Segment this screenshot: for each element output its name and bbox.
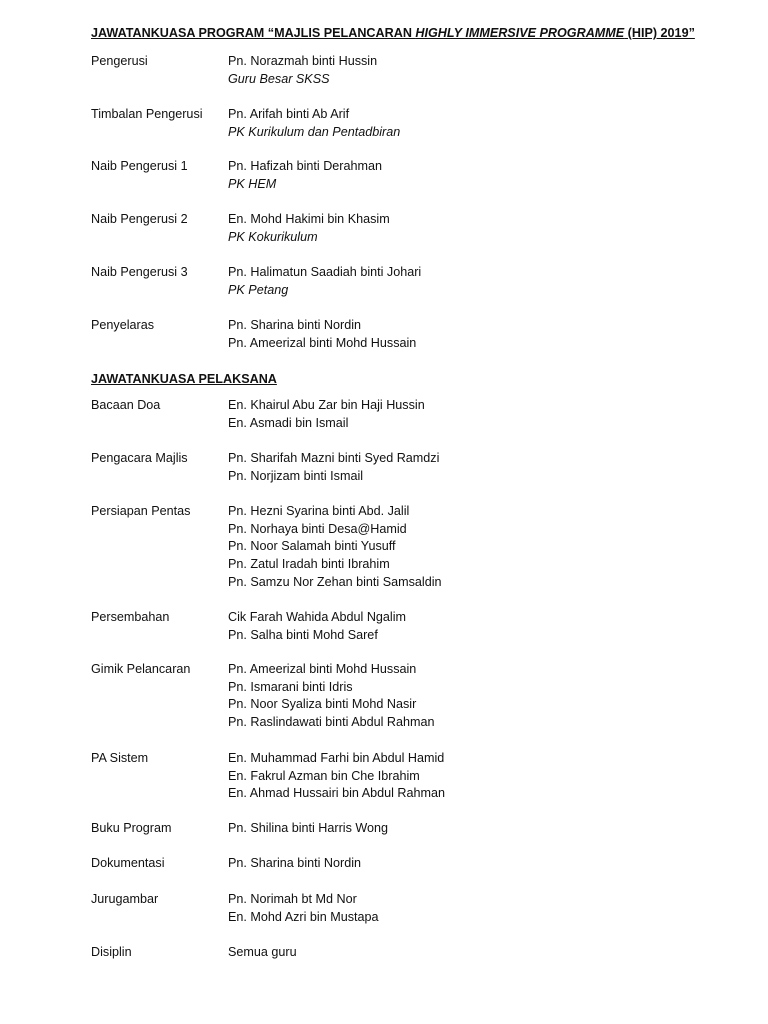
role-label: Naib Pengerusi 2: [91, 212, 188, 226]
member-list: [228, 661, 435, 732]
member-name: Pn. Arifah binti Ab Arif: [228, 107, 350, 121]
role-label: Disiplin: [91, 945, 132, 959]
title-prefix: JAWATANKUASA PROGRAM “MAJLIS PELANCARAN: [91, 26, 416, 40]
member-name: Pn. Zatul Iradah binti Ibrahim: [228, 557, 390, 572]
member-list: [228, 891, 379, 926]
member-name: Pn. Samzu Nor Zehan binti Samsaldin: [228, 574, 442, 589]
role-label: Persembahan: [91, 610, 170, 624]
member-name: Pn. Shilina binti Harris Wong: [228, 821, 389, 835]
committee-row-naib-pengerusi-2: [91, 211, 390, 246]
committee-row-timbalan-pengerusi: [91, 106, 400, 141]
role-label: Timbalan Pengerusi: [91, 107, 203, 121]
member-position: PK Kurikulum dan Pentadbiran: [228, 124, 401, 139]
member-name: Cik Farah Wahida Abdul Ngalim: [228, 610, 407, 624]
role-label: PA Sistem: [91, 751, 149, 765]
member-name: Pn. Ameerizal binti Mohd Hussain: [228, 662, 417, 676]
title-suffix: (HIP) 2019”: [624, 26, 695, 40]
member-list: [228, 855, 361, 873]
member-list: [228, 264, 421, 299]
role-label: Pengacara Majlis: [91, 451, 188, 465]
role-label: Bacaan Doa: [91, 398, 161, 412]
committee-row-naib-pengerusi-1: [91, 158, 382, 193]
committee-row-persembahan: [91, 609, 406, 644]
member-name: Pn. Norazmah binti Hussin: [228, 54, 378, 68]
member-name: Pn. Noor Syaliza binti Mohd Nasir: [228, 697, 417, 712]
committee-row-pengacara-majlis: [91, 450, 439, 485]
role-label: Buku Program: [91, 821, 172, 835]
committee-row-naib-pengerusi-3: [91, 264, 421, 299]
member-name: En. Muhammad Farhi bin Abdul Hamid: [228, 751, 445, 765]
section-heading: JAWATANKUASA PELAKSANA: [91, 372, 277, 386]
committee-row-penyelaras: [91, 317, 416, 352]
committee-row-persiapan-pentas: [91, 503, 442, 591]
member-name: Pn. Halimatun Saadiah binti Johari: [228, 265, 422, 279]
member-name: En. Mohd Azri bin Mustapa: [228, 909, 379, 924]
title-italic: HIGHLY IMMERSIVE PROGRAMME: [415, 26, 625, 40]
member-name: Pn. Noor Salamah binti Yusuff: [228, 539, 396, 554]
document-title: [91, 26, 695, 40]
member-list: [228, 53, 377, 88]
member-position: PK HEM: [228, 176, 277, 191]
committee-row-pa-sistem: [91, 750, 445, 803]
role-label: Dokumentasi: [91, 856, 165, 870]
member-name: Pn. Norimah bt Md Nor: [228, 892, 357, 906]
member-position: PK Petang: [228, 282, 289, 297]
role-label: Gimik Pelancaran: [91, 662, 191, 676]
member-name: Semua guru: [228, 945, 297, 959]
role-label: Naib Pengerusi 1: [91, 159, 188, 173]
role-label: Pengerusi: [91, 54, 148, 68]
committee-row-pengerusi: [91, 53, 377, 88]
committee-row-gimik-pelancaran: [91, 661, 435, 732]
member-position: Guru Besar SKSS: [228, 71, 330, 86]
committee-row-dokumentasi: [91, 855, 361, 873]
member-name: Pn. Sharifah Mazni binti Syed Ramdzi: [228, 451, 440, 465]
member-name: En. Khairul Abu Zar bin Haji Hussin: [228, 398, 425, 412]
member-name: En. Ahmad Hussairi bin Abdul Rahman: [228, 786, 446, 801]
member-name: Pn. Salha binti Mohd Saref: [228, 627, 378, 642]
member-list: [228, 211, 390, 246]
role-label: Persiapan Pentas: [91, 504, 191, 518]
member-name: Pn. Sharina binti Nordin: [228, 856, 362, 870]
member-name: Pn. Hafizah binti Derahman: [228, 159, 383, 173]
member-name: En. Asmadi bin Ismail: [228, 415, 349, 430]
member-list: [228, 158, 382, 193]
member-name: Pn. Norhaya binti Desa@Hamid: [228, 521, 407, 536]
committee-row-disiplin: [91, 944, 297, 962]
committee-row-jurugambar: [91, 891, 379, 926]
member-name: Pn. Raslindawati binti Abdul Rahman: [228, 715, 435, 730]
member-list: [228, 106, 400, 141]
member-list: [228, 317, 416, 352]
committee-row-buku-program: [91, 820, 388, 838]
member-list: [228, 944, 297, 962]
member-name: Pn. Hezni Syarina binti Abd. Jalil: [228, 504, 410, 518]
member-name: Pn. Norjizam binti Ismail: [228, 468, 364, 483]
member-name: En. Fakrul Azman bin Che Ibrahim: [228, 768, 420, 783]
member-name: Pn. Sharina binti Nordin: [228, 318, 362, 332]
member-name: Pn. Ameerizal binti Mohd Hussain: [228, 335, 417, 350]
role-label: Penyelaras: [91, 318, 155, 332]
member-list: [228, 750, 445, 803]
member-name: Pn. Ismarani binti Idris: [228, 679, 353, 694]
member-list: [228, 503, 442, 591]
member-list: [228, 820, 388, 838]
role-label: Jurugambar: [91, 892, 159, 906]
role-label: Naib Pengerusi 3: [91, 265, 188, 279]
member-list: [228, 397, 425, 432]
member-name: En. Mohd Hakimi bin Khasim: [228, 212, 390, 226]
member-list: [228, 609, 406, 644]
committee-row-bacaan-doa: [91, 397, 425, 432]
member-position: PK Kokurikulum: [228, 229, 318, 244]
member-list: [228, 450, 439, 485]
